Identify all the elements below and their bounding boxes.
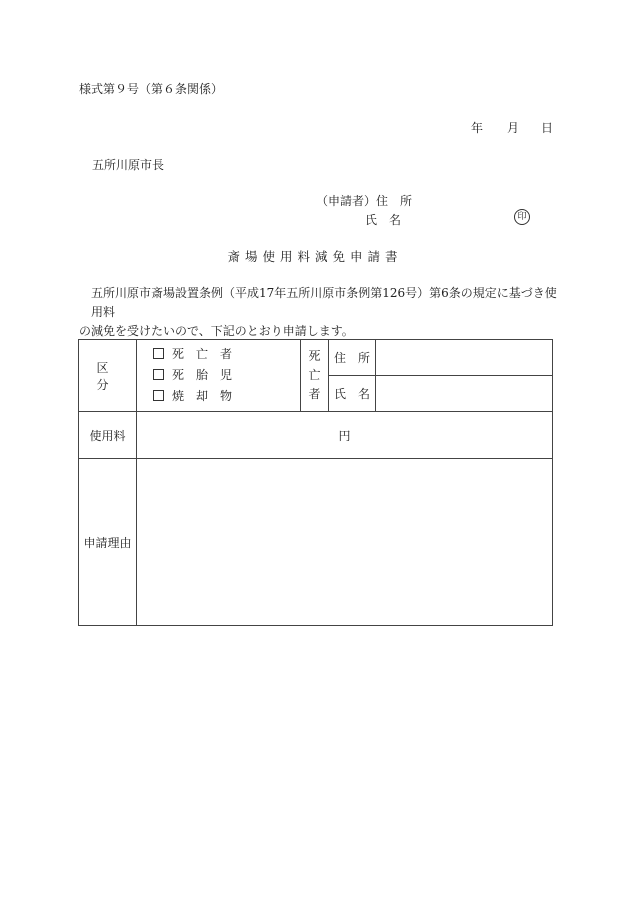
date-day-label: 日 (541, 121, 554, 135)
applicant-name-label: 氏 名 (365, 213, 402, 227)
date-year-label: 年 (471, 121, 484, 135)
addressee: 五所川原市長 (92, 158, 165, 172)
seal-mark: 印 (514, 209, 530, 225)
deceased-label-char: 死 (308, 349, 321, 363)
option-incineration-label: 焼却物 (172, 389, 245, 403)
option-deceased[interactable] (153, 344, 300, 365)
fee-field[interactable] (137, 412, 553, 459)
checkbox-icon[interactable] (153, 390, 164, 401)
form-number: 様式第９号（第６条関係） (79, 82, 224, 96)
deceased-label-char: 亡 (308, 368, 321, 382)
deceased-address-field[interactable] (376, 340, 553, 376)
date-month-label: 月 (507, 121, 520, 135)
checkbox-icon[interactable] (153, 348, 164, 359)
deceased-name-label: 氏 名 (329, 376, 376, 412)
reason-field[interactable] (137, 459, 553, 626)
category-label: 区 分 (96, 360, 141, 392)
deceased-label-cell (301, 340, 329, 412)
option-deceased-label: 死亡者 (172, 347, 245, 361)
deceased-label-char: 者 (308, 387, 321, 401)
option-stillborn-label: 死胎児 (172, 368, 245, 382)
yen-unit: 円 (338, 428, 351, 443)
body-paragraph (79, 284, 559, 341)
application-table (78, 339, 553, 626)
category-label-cell (79, 340, 141, 412)
applicant-address-label: （申請者）住 所 (316, 194, 413, 208)
deceased-name-field[interactable] (376, 376, 553, 412)
document-title: 斎場使用料減免申請書 (227, 249, 403, 264)
fee-label: 使用料 (79, 412, 137, 459)
option-stillborn[interactable] (153, 365, 300, 386)
category-options (137, 340, 301, 412)
body-line-2: の減免を受けたいので、下記のとおり申請します。 (79, 324, 354, 338)
option-incineration[interactable] (153, 386, 300, 407)
reason-label: 申請理由 (79, 459, 137, 626)
checkbox-icon[interactable] (153, 369, 164, 380)
body-line-1: 五所川原市斎場設置条例（平成17年五所川原市条例第126号）第6条の規定に基づき使用料 (91, 286, 557, 319)
deceased-address-label: 住 所 (329, 340, 376, 376)
